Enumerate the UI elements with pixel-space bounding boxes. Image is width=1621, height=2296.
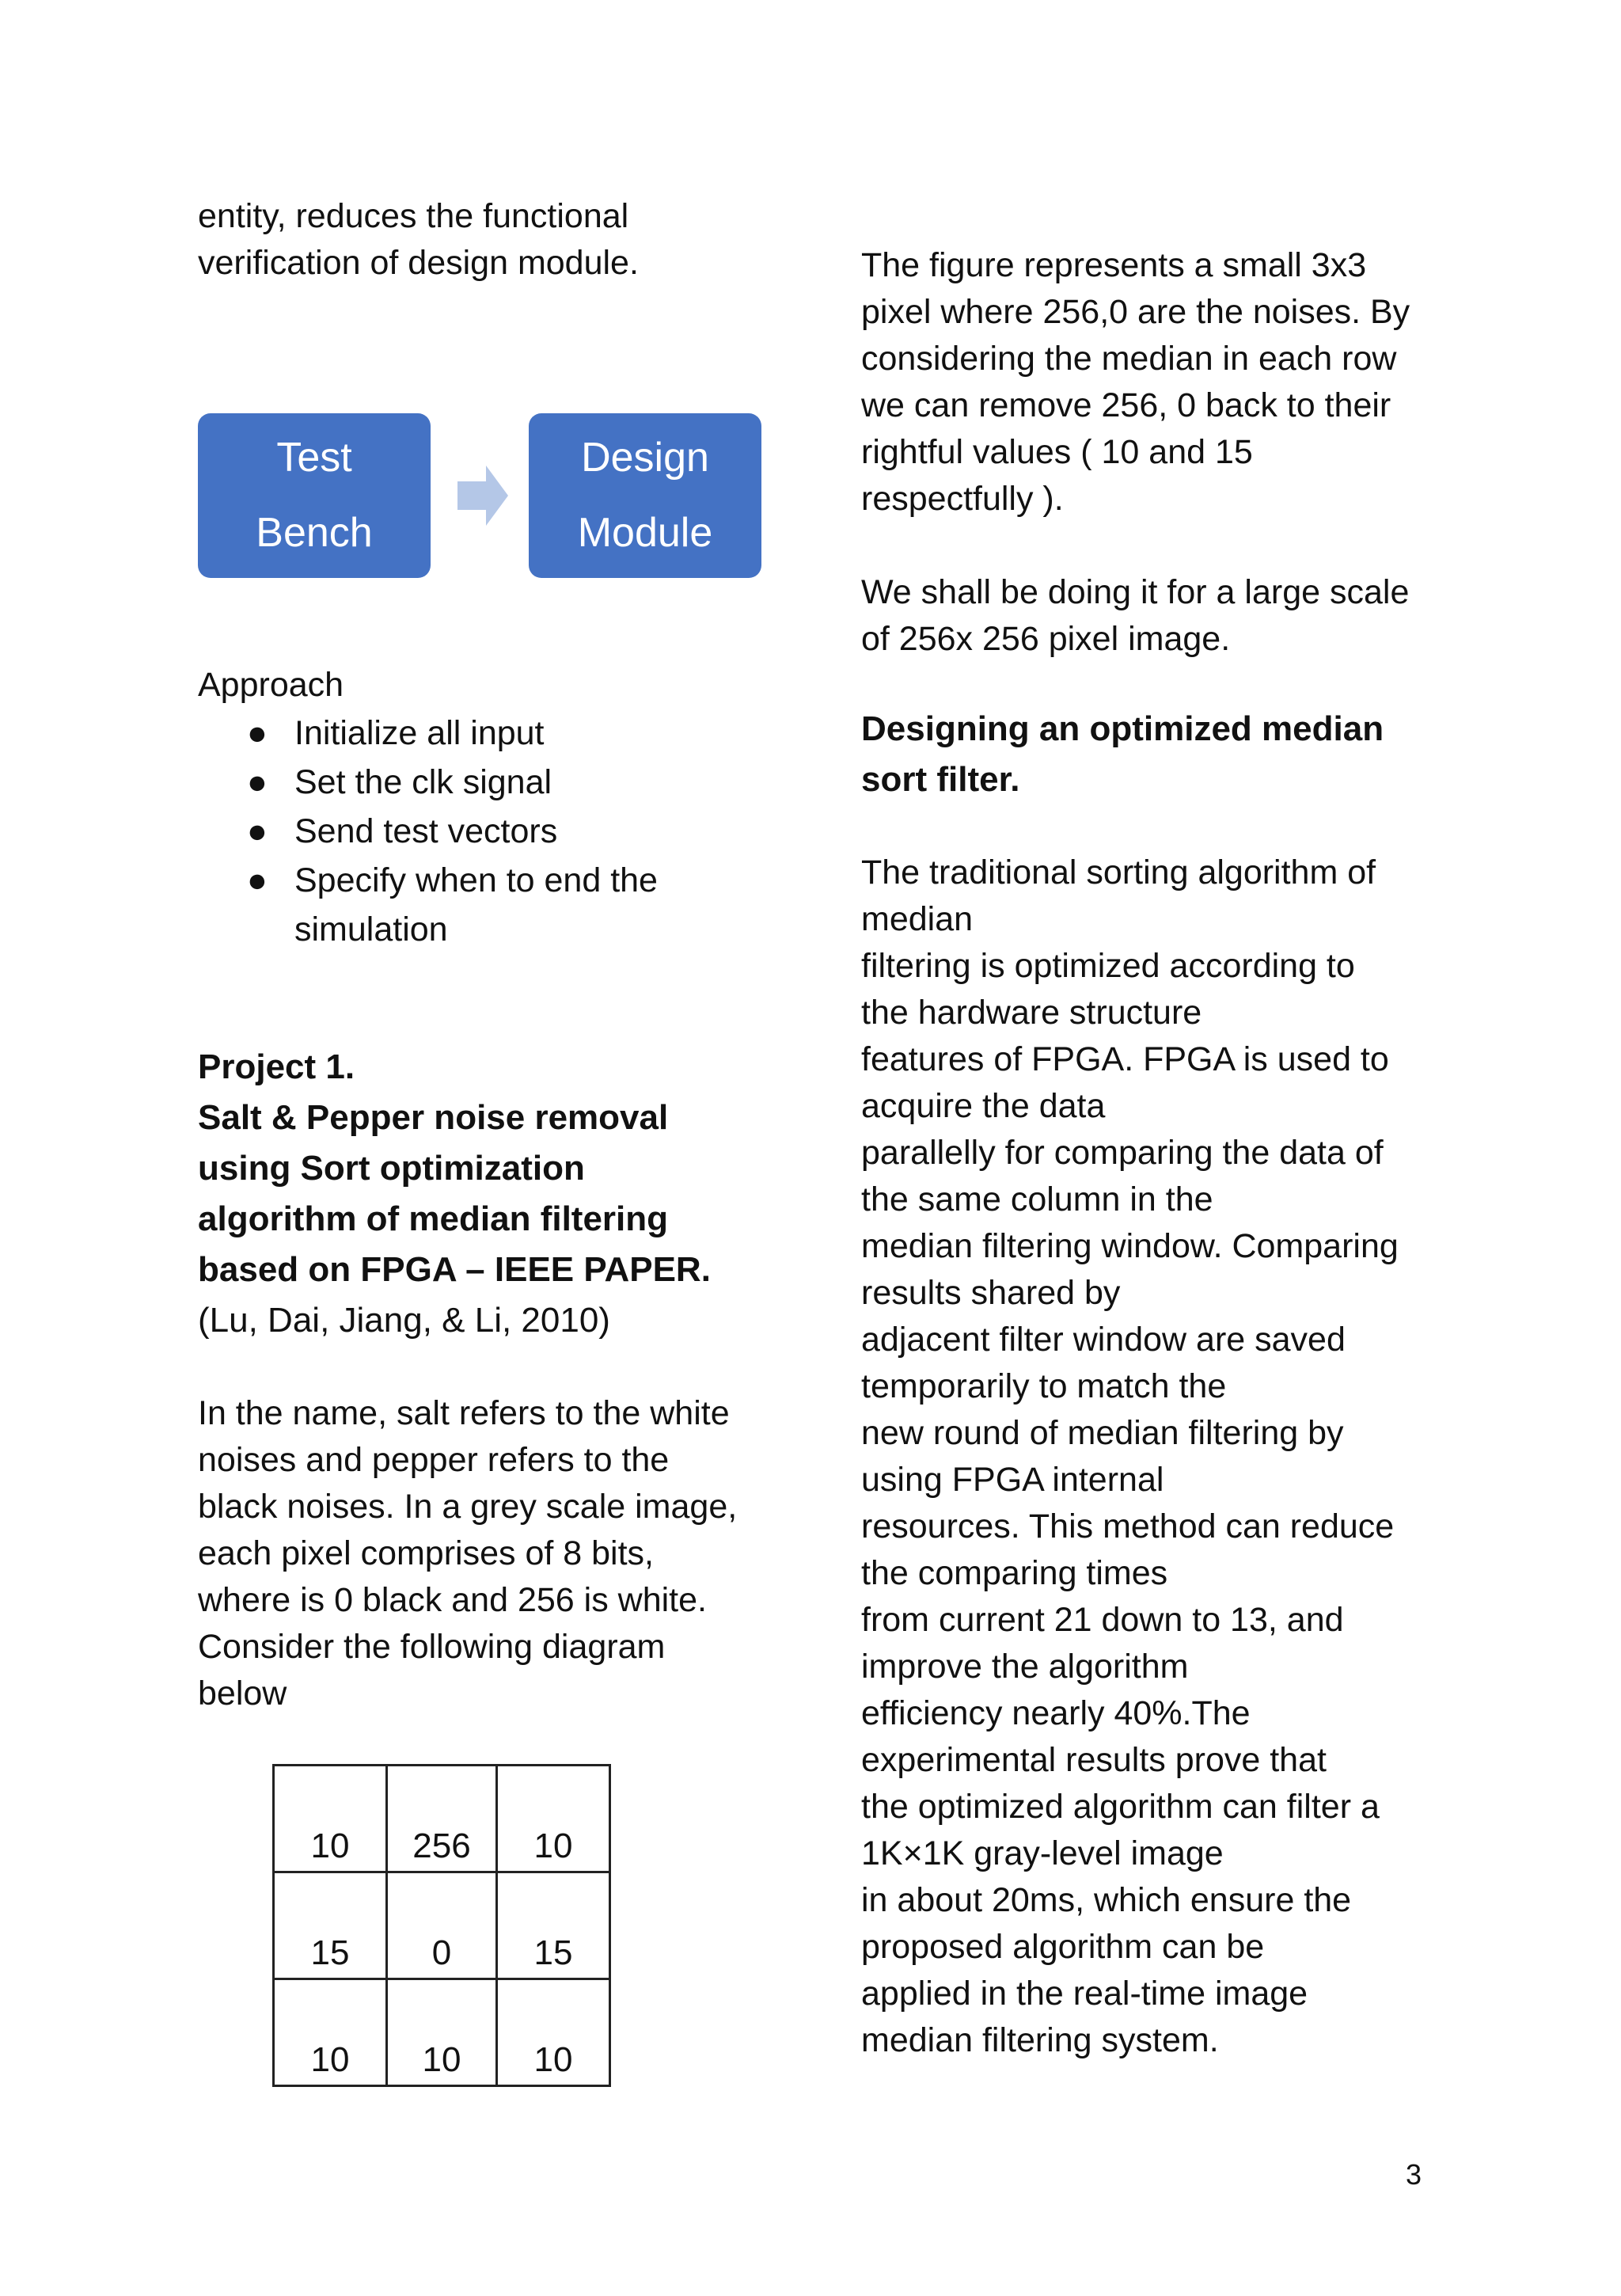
test-bench-label-line: Bench — [256, 510, 373, 556]
intro-paragraph — [198, 193, 784, 287]
heading-line: Salt & Pepper noise removal — [198, 1098, 669, 1137]
text-line: median filtering system. — [861, 2021, 1219, 2059]
heading-line: Project 1. — [198, 1047, 355, 1086]
text-line: proposed algorithm can be — [861, 1928, 1265, 1966]
text-line: verification of design module. — [198, 244, 639, 282]
text-line: in about 20ms, which ensure the — [861, 1881, 1352, 1919]
heading-line: using Sort optimization — [198, 1149, 585, 1188]
text-line: median — [861, 900, 974, 938]
table-row — [274, 1872, 610, 1979]
text-line: features of FPGA. FPGA is used to — [861, 1040, 1389, 1078]
list-item: ● Send test vectors — [198, 807, 784, 856]
body-paragraph — [861, 850, 1447, 2064]
table-cell: 15 — [497, 1872, 610, 1979]
text-line: the comparing times — [861, 1554, 1168, 1592]
text-line: temporarily to match the — [861, 1367, 1227, 1405]
salt-pepper-paragraph — [198, 1390, 799, 1717]
text-line: the same column in the — [861, 1180, 1213, 1218]
table-cell: 10 — [497, 1979, 610, 2086]
text-line: results shared by — [861, 1274, 1121, 1312]
test-bench-box — [198, 413, 431, 578]
text-line: The figure represents a small 3x3 — [861, 246, 1367, 284]
text-line: rightful values ( 10 and 15 — [861, 433, 1253, 471]
right-column — [861, 242, 1447, 2064]
text-line: considering the median in each row — [861, 340, 1397, 378]
text-line: experimental results prove that — [861, 1741, 1327, 1779]
design-module-label-line: Design — [581, 435, 709, 481]
citation: (Lu, Dai, Jiang, & Li, 2010) — [198, 1301, 610, 1340]
text-line: acquire the data — [861, 1087, 1106, 1125]
design-module-label-line: Module — [577, 510, 713, 556]
approach-section — [198, 662, 784, 954]
heading-line: algorithm of median filtering — [198, 1199, 669, 1238]
text-line: new round of median filtering by — [861, 1414, 1344, 1452]
test-bench-label-line: Test — [276, 435, 352, 481]
text-line: black noises. In a grey scale image, — [198, 1488, 738, 1526]
list-item: ● Set the clk signal — [198, 758, 784, 807]
list-item: ● Initialize all input — [198, 709, 784, 758]
bullet-icon: ● — [247, 763, 268, 801]
figure-paragraph — [861, 242, 1447, 523]
text-line: noises and pepper refers to the — [198, 1441, 670, 1479]
section-heading — [861, 704, 1447, 805]
text-line: from current 21 down to 13, and — [861, 1601, 1344, 1639]
text-line: using FPGA internal — [861, 1461, 1164, 1499]
table-cell: 15 — [274, 1872, 387, 1979]
text-line: The traditional sorting algorithm of — [861, 853, 1376, 891]
text-line: In the name, salt refers to the white — [198, 1394, 730, 1432]
table-cell: 0 — [387, 1872, 497, 1979]
scale-paragraph — [861, 569, 1447, 663]
text-line: We shall be doing it for a large scale — [861, 573, 1410, 611]
text-line: resources. This method can reduce — [861, 1507, 1395, 1545]
project-heading — [198, 1042, 831, 1346]
table-cell: 10 — [387, 1979, 497, 2086]
approach-heading: Approach — [198, 666, 344, 704]
text-line: each pixel comprises of 8 bits, — [198, 1534, 654, 1572]
text-line: 1K×1K gray-level image — [861, 1834, 1224, 1872]
text-line: adjacent filter window are saved — [861, 1321, 1346, 1359]
table-cell: 10 — [274, 1979, 387, 2086]
text-line: Consider the following diagram — [198, 1628, 666, 1666]
text-line: we can remove 256, 0 back to their — [861, 386, 1391, 424]
table-row — [274, 1979, 610, 2086]
right-arrow-icon — [457, 466, 508, 526]
page-number: 3 — [1406, 2158, 1422, 2191]
text-line: filtering is optimized according to — [861, 947, 1355, 985]
text-line: median filtering window. Comparing — [861, 1227, 1399, 1265]
heading-line: Designing an optimized median — [861, 709, 1384, 748]
table-cell: 256 — [387, 1766, 497, 1872]
bullet-icon: ● — [247, 714, 268, 752]
table-row — [274, 1766, 610, 1872]
text-line: entity, reduces the functional — [198, 197, 629, 235]
bullet-icon: ● — [247, 812, 268, 850]
heading-line: sort filter. — [861, 760, 1020, 799]
list-item: ● Specify when to end the simulation — [198, 856, 784, 954]
table-cell: 10 — [274, 1766, 387, 1872]
text-line: below — [198, 1674, 287, 1712]
text-line: efficiency nearly 40%.The — [861, 1694, 1251, 1732]
text-line: where is 0 black and 256 is white. — [198, 1581, 707, 1619]
text-line: applied in the real-time image — [861, 1975, 1308, 2013]
table-cell: 10 — [497, 1766, 610, 1872]
text-line: of 256x 256 pixel image. — [861, 620, 1231, 658]
approach-list — [198, 709, 784, 954]
text-line: parallelly for comparing the data of — [861, 1134, 1384, 1172]
text-line: pixel where 256,0 are the noises. By — [861, 293, 1410, 331]
text-line: respectfully ). — [861, 480, 1064, 518]
text-line: the hardware structure — [861, 994, 1202, 1032]
bullet-icon: ● — [247, 861, 268, 899]
testbench-flow-diagram — [198, 413, 761, 578]
text-line: improve the algorithm — [861, 1648, 1189, 1686]
pixel-grid-table — [272, 1764, 611, 2087]
heading-line: based on FPGA – IEEE PAPER. — [198, 1250, 711, 1289]
design-module-box — [529, 413, 761, 578]
text-line: the optimized algorithm can filter a — [861, 1788, 1380, 1826]
